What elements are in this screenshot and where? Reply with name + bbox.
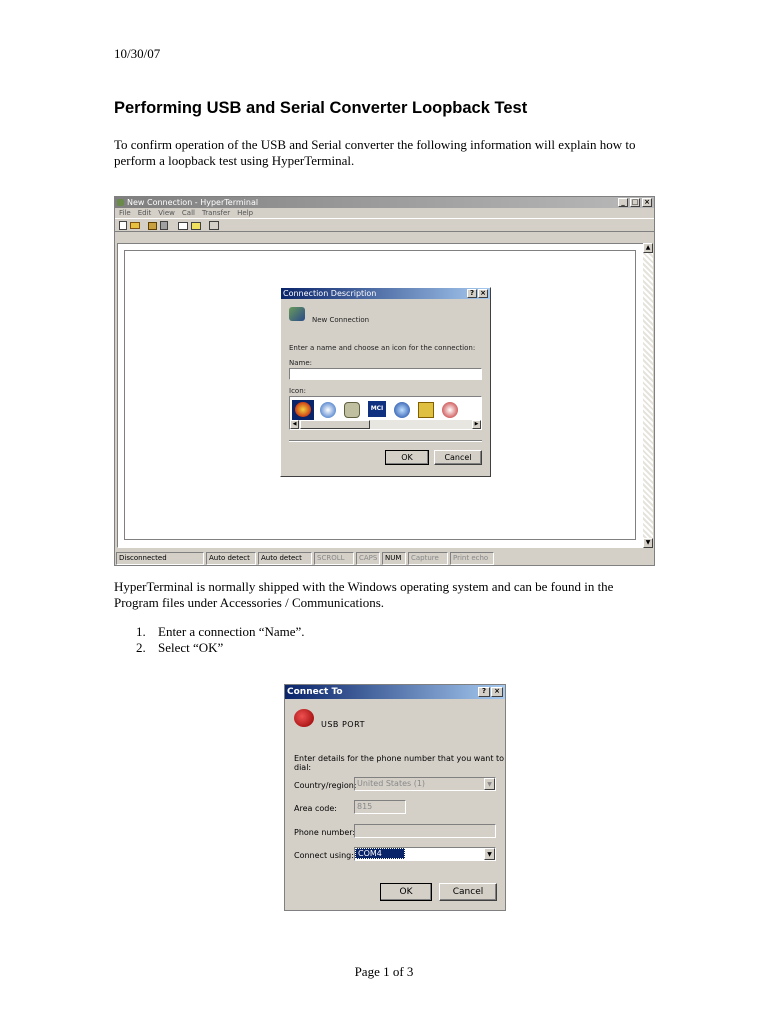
connection-heading: New Connection [312,316,370,324]
status-num: NUM [382,552,406,565]
step-number: 1. [136,624,146,639]
document-pen-icon[interactable] [418,402,434,418]
phone-number-input[interactable] [354,824,496,838]
phone-pink-icon[interactable] [442,402,458,418]
status-bar [115,552,654,565]
scroll-up-icon[interactable]: ▲ [643,243,653,253]
chevron-down-icon[interactable]: ▼ [484,848,495,860]
connect-to-title: Connect To [287,687,343,697]
list-item [136,624,305,640]
status-connection: Disconnected [116,552,204,565]
connect-using-label: Connect using: [294,851,354,860]
scroll-down-icon[interactable]: ▼ [643,538,653,548]
hyperterminal-toolbar [115,218,654,232]
step-text: Select “OK” [158,640,224,655]
area-code-label: Area code: [294,804,337,813]
connection-description-title: Connection Description [283,289,377,298]
step-text: Enter a connection “Name”. [158,624,305,639]
open-folder-icon[interactable] [130,222,140,229]
document-date: 10/30/07 [114,46,161,61]
cancel-button[interactable]: Cancel [434,450,482,465]
dialog-divider [289,440,482,442]
hyperterminal-titlebar [115,197,654,208]
mci-icon[interactable]: MCI [368,401,386,417]
ok-button[interactable]: OK [380,883,432,901]
connection-instruction: Enter a name and choose an icon for the connection: [289,344,476,352]
steps-list [136,624,305,656]
connect-to-titlebar [285,685,505,699]
connect-phone-icon[interactable] [148,222,157,230]
hyperterminal-menubar [115,208,654,218]
icon-scrollbar[interactable] [290,420,481,429]
menu-help[interactable]: Help [237,209,254,217]
document-title: Performing USB and Serial Converter Loopback Test [114,99,528,117]
icon-picker[interactable] [289,396,482,430]
phone-red-icon[interactable] [295,402,311,417]
connect-to-dialog [284,684,506,911]
ok-button[interactable]: OK [385,450,429,465]
close-icon[interactable]: × [491,687,503,697]
status-caps: CAPS [356,552,380,565]
status-capture: Capture [408,552,448,565]
status-print-echo: Print echo [450,552,494,565]
new-document-icon[interactable] [119,221,127,230]
icon-scroll-thumb[interactable] [300,420,370,429]
intro-paragraph: To confirm operation of the USB and Serial converter the following information will explain how to perform a loopback test using HyperTerminal. [114,137,636,168]
connection-description-titlebar [281,288,490,299]
help-icon[interactable]: ? [478,687,490,697]
name-input[interactable] [289,368,482,380]
maximize-icon[interactable]: □ [631,198,639,206]
step-number: 2. [136,640,146,655]
country-select[interactable] [354,777,496,791]
hyperterminal-app-icon [117,199,124,206]
new-connection-icon [289,307,305,321]
country-value: United States (1) [357,779,426,788]
icon-label: Icon: [289,387,306,395]
phone-number-label: Phone number: [294,828,356,837]
connect-using-select[interactable] [354,847,496,861]
menu-edit[interactable]: Edit [137,209,152,217]
minimize-icon[interactable]: _ [618,198,628,207]
connect-using-value: COM4 [355,848,405,859]
hyperterminal-title: New Connection - HyperTerminal [127,198,259,207]
vertical-scrollbar[interactable] [643,243,653,548]
chevron-down-icon[interactable]: ▼ [484,778,495,790]
page-footer: Page 1 of 3 [354,964,414,979]
connection-description-dialog [280,287,491,477]
cancel-button[interactable]: Cancel [439,883,497,901]
close-icon[interactable]: × [478,289,488,298]
menu-view[interactable]: View [158,209,175,217]
connect-instruction: Enter details for the phone number that you want to dial: [294,754,505,772]
menu-call[interactable]: Call [181,209,195,217]
receive-file-icon[interactable] [191,222,201,230]
area-code-input[interactable]: 815 [354,800,406,814]
status-autodetect-2: Auto detect [258,552,312,565]
status-scroll: SCROLL [314,552,354,565]
properties-icon[interactable] [209,221,219,230]
globe-icon[interactable] [394,402,410,418]
menu-file[interactable]: File [119,209,131,217]
list-item [136,640,305,656]
status-autodetect-1: Auto detect [206,552,256,565]
help-icon[interactable]: ? [467,289,477,298]
menu-transfer[interactable]: Transfer [201,209,231,217]
usb-port-phone-icon [294,709,314,727]
disconnect-phone-icon[interactable] [160,221,168,230]
phone-gray-icon[interactable] [344,402,360,418]
scroll-right-icon[interactable]: ▶ [472,420,481,429]
name-label: Name: [289,359,313,367]
send-file-icon[interactable] [178,222,188,230]
close-icon[interactable]: × [642,198,652,207]
body-paragraph: HyperTerminal is normally shipped with the Windows operating system and can be found in the Program files under Accessories / Communications. [114,579,614,610]
scroll-left-icon[interactable]: ◀ [290,420,299,429]
connect-heading: USB PORT [321,720,365,729]
country-label: Country/region: [294,781,357,790]
globe-blue-icon[interactable] [320,402,336,418]
